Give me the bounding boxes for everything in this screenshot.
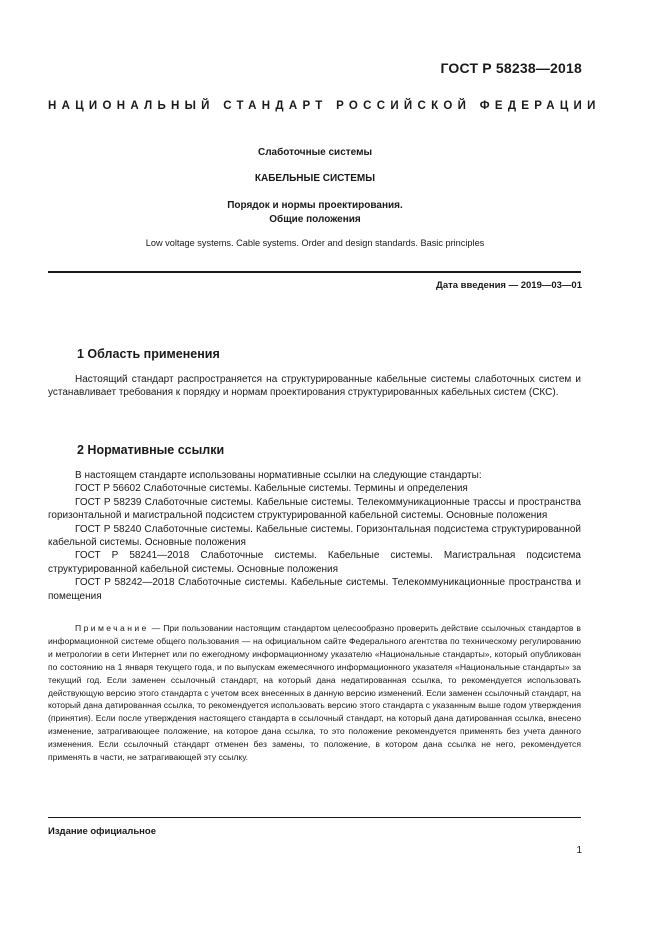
reference-item: ГОСТ Р 56602 Слаботочные системы. Кабельные системы. Термины и определения <box>75 483 468 495</box>
national-standard-heading: НАЦИОНАЛЬНЫЙ СТАНДАРТ РОССИЙСКОЙ ФЕДЕРАЦИИ <box>48 100 601 112</box>
title-line-3a: Порядок и нормы проектирования. <box>227 200 403 211</box>
references-note <box>48 622 581 764</box>
official-edition-label: Издание официальное <box>48 826 156 837</box>
section-1-heading: 1 Область применения <box>77 347 220 361</box>
page-number: 1 <box>576 845 582 856</box>
note-label: Примечание <box>75 623 149 633</box>
reference-item: ГОСТ Р 58242—2018 Слаботочные системы. Кабельные системы. Телекоммуникационные пространства и помещения <box>48 577 581 602</box>
date-of-introduction: Дата введения — 2019—03—01 <box>436 280 582 291</box>
title-line-1: Слаботочные системы <box>257 147 373 158</box>
title-line-3 <box>75 199 555 227</box>
title-line-2: КАБЕЛЬНЫЕ СИСТЕМЫ <box>254 173 376 184</box>
document-code: ГОСТ Р 58238—2018 <box>440 60 582 76</box>
section-1-text: Настоящий стандарт распространяется на структурированные кабельные системы слаботочных систем и устанавливает требования к порядку и нормам проектирования структурированных кабельных систем (СКС). <box>48 374 581 399</box>
section-2-heading: 2 Нормативные ссылки <box>77 443 225 457</box>
title-line-3b: Общие положения <box>269 214 361 225</box>
footer-divider <box>48 817 581 818</box>
reference-item: ГОСТ Р 58239 Слаботочные системы. Кабельные системы. Телекоммуникационные трассы и пространства горизонтальной и магистральной подсистем структурированной кабельной системы. Основные положения <box>48 496 581 522</box>
normative-references-list <box>48 469 581 603</box>
reference-item: ГОСТ Р 58241—2018 Слаботочные системы. Кабельные системы. Магистральная подсистема структурированной кабельной системы. Основные положения <box>48 550 581 575</box>
header-divider <box>48 271 581 273</box>
references-intro: В настоящем стандарте использованы нормативные ссылки на следующие стандарты: <box>75 470 482 481</box>
title-english: Low voltage systems. Cable systems. Order and design standards. Basic principles <box>145 238 485 248</box>
note-text: — При пользовании настоящим стандартом целесообразно проверить действие ссылочных стандартов в информационной системе общего пользования — на официальном сайте Федерального агентства по техническому регулированию и метрологии в сети Интернет или по ежегодному информационному указателю «Национальные стандарты», который опубликован по состоянию на 1 января текущего года, и по выпускам ежемесячного информационного указателя «Национальные стандарты» за текущий год. Если заменен ссылочный стандарт, на который дана недатированная ссылка, то рекомендуется использовать действующую версию этого стандарта с учетом всех внесенных в данную версию изменений. Если заменен ссылочный стандарт, на который дана датированная ссылка, то рекомендуется использовать версию этого стандарта с указанным выше годом утверждения (принятия). Если после утверждения настоящего стандарта в ссылочный стандарт, на который дана датированная ссылка, внесено изменение, затрагивающее положение, на которое дана ссылка, то это положение рекомендуется применять без учета данного изменения. Если ссылочный стандарт отменен без замены, то положение, в котором дана ссылка не него, рекомендуется применять в части, не затрагивающей эту ссылку. <box>48 623 581 763</box>
reference-item: ГОСТ Р 58240 Слаботочные системы. Кабельные системы. Горизонтальная подсистема структурированной кабельной системы. Основные положения <box>48 523 581 549</box>
